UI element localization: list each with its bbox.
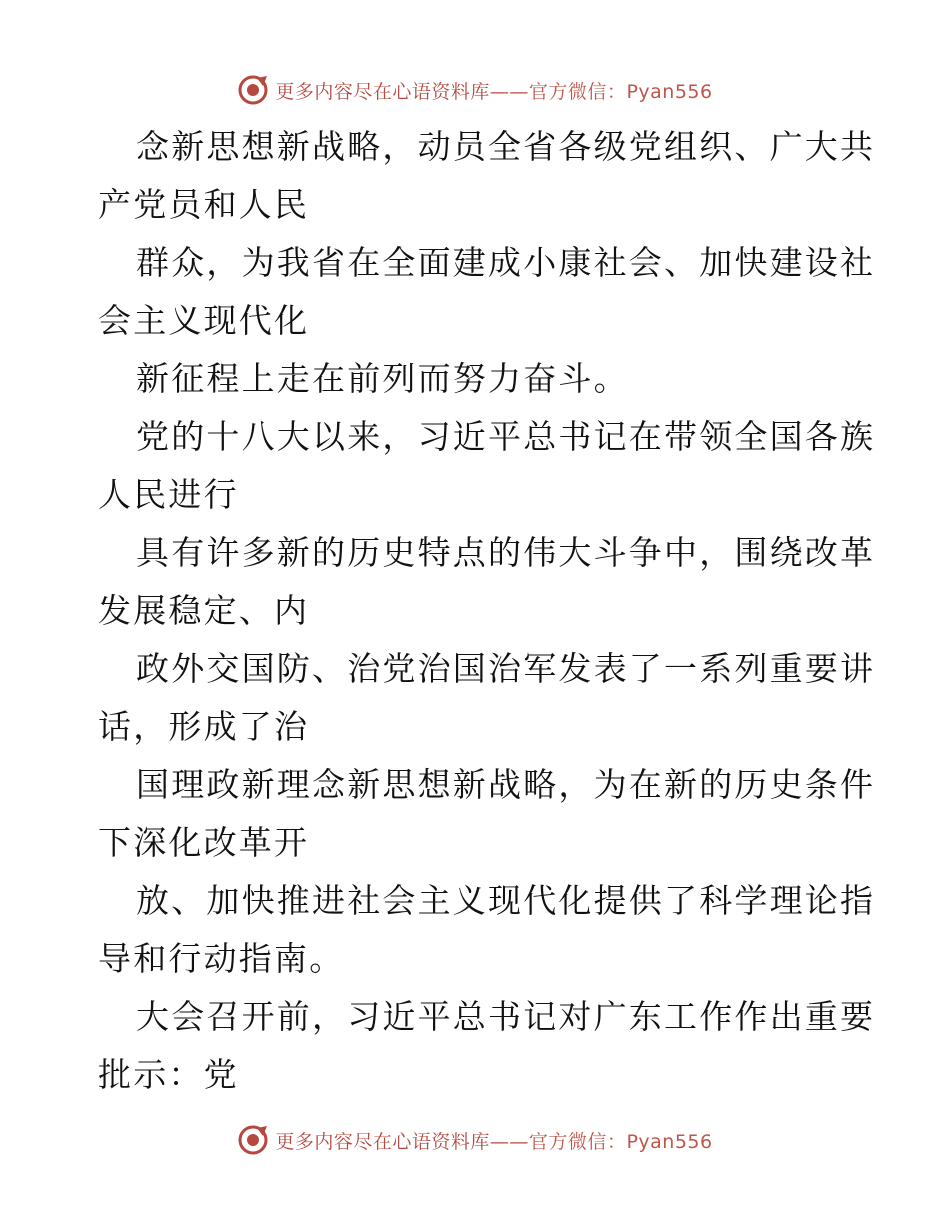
text-line: 人民进行: [98, 475, 239, 514]
text-line: 具有许多新的历史特点的伟大斗争中，围绕改革: [136, 533, 876, 572]
footer-banner: [0, 1120, 950, 1160]
text-line: 产党员和人民: [98, 185, 310, 224]
logo-icon: [237, 1124, 269, 1156]
text-line: 念新思想新战略，动员全省各级党组织、广大共: [136, 127, 876, 166]
footer-banner-wechat-id: Pyan556: [626, 1130, 713, 1153]
text-line: 政外交国防、治党治国治军发表了一系列重要讲: [136, 649, 876, 688]
header-banner-wechat-label: 官方微信：: [528, 80, 627, 103]
text-line: 群众，为我省在全面建成小康社会、加快建设社: [136, 243, 876, 282]
text-line: 党的十八大以来，习近平总书记在带领全国各族: [136, 417, 876, 456]
text-line: 话，形成了治: [98, 707, 310, 746]
text-line: 下深化改革开: [98, 823, 310, 862]
header-banner-text: [275, 77, 712, 104]
text-line: 国理政新理念新思想新战略，为在新的历史条件: [136, 765, 876, 804]
footer-banner-main: 更多内容尽在心语资料库: [275, 1130, 490, 1153]
document-body: [98, 118, 876, 1104]
text-line: 导和行动指南。: [98, 939, 345, 978]
text-line: 大会召开前，习近平总书记对广东工作作出重要: [136, 997, 876, 1036]
header-banner: [0, 70, 950, 110]
text-line: 会主义现代化: [98, 301, 310, 340]
footer-banner-text: [275, 1127, 712, 1154]
header-banner-separator: ——: [489, 80, 529, 103]
header-banner-wechat-id: Pyan556: [626, 80, 713, 103]
text-line: 发展稳定、内: [98, 591, 310, 630]
text-line: 新征程上走在前列而努力奋斗。: [136, 359, 629, 398]
text-line: 批示：党: [98, 1055, 239, 1094]
logo-icon: [237, 74, 269, 106]
footer-banner-wechat-label: 官方微信：: [528, 1130, 627, 1153]
header-banner-main: 更多内容尽在心语资料库: [275, 80, 490, 103]
footer-banner-separator: ——: [489, 1130, 529, 1153]
text-line: 放、加快推进社会主义现代化提供了科学理论指: [136, 881, 876, 920]
